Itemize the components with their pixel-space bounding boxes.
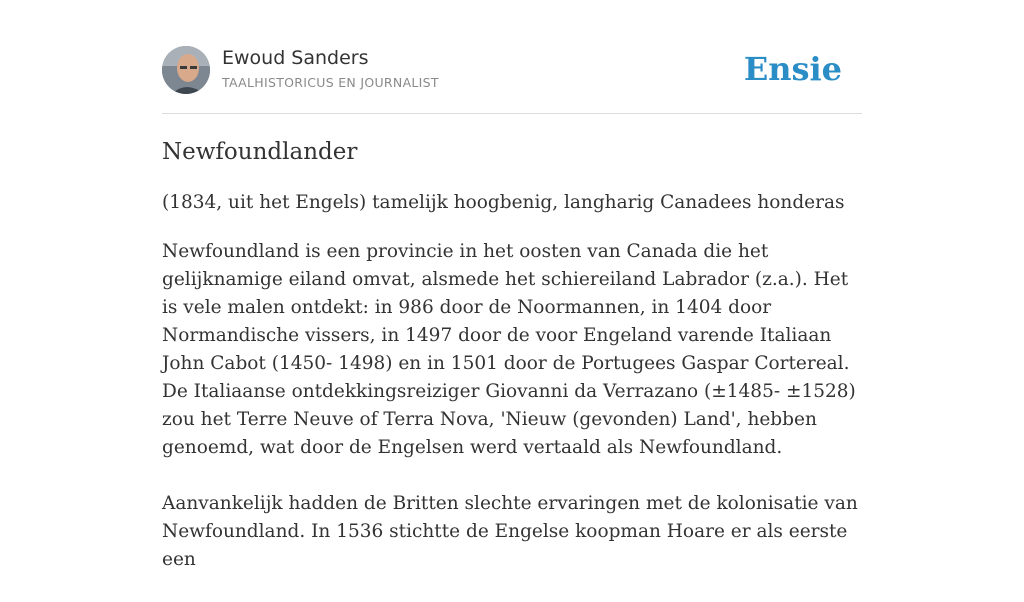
author-name[interactable]: Ewoud Sanders — [222, 47, 369, 69]
article-title: Newfoundlander — [162, 139, 358, 165]
header-divider — [162, 113, 862, 114]
author-header — [162, 46, 862, 96]
article-paragraph: Newfoundland is een provincie in het oosten van Canada die het gelijknamige eiland omvat, alsmede het schiereiland Labrador (z.a.). Het is vele malen ontdekt: in 986 door de Noormannen, in 1404 door Normandische vissers, in 1497 door de voor Engeland varende Italiaan John Cabot (1450- 1498) en in 1501 door de Portugees Gaspar Cortereal. De Italiaanse ontdekkingsreiziger Giovanni da Verrazano (±1485- ±1528) zou het Terre Neuve of Terra Nova, 'Nieuw (gevonden) Land', hebben genoemd, wat door de Engelsen werd vertaald als Newfoundland. — [162, 241, 856, 458]
author-role: TAALHISTORICUS EN JOURNALIST — [222, 75, 439, 90]
ensie-logo[interactable]: Ensie — [743, 50, 842, 88]
article-body — [162, 238, 867, 602]
avatar-photo-icon — [162, 46, 210, 94]
article-definition: (1834, uit het Engels) tamelijk hoogbenig, langharig Canadees honderas — [162, 192, 845, 213]
author-avatar[interactable] — [162, 46, 210, 94]
article-paragraph: Aanvankelijk hadden de Britten slechte ervaringen met de kolonisatie van Newfoundland. In 1536 stichtte de Engelse koopman Hoare er als eerste een — [162, 493, 858, 570]
